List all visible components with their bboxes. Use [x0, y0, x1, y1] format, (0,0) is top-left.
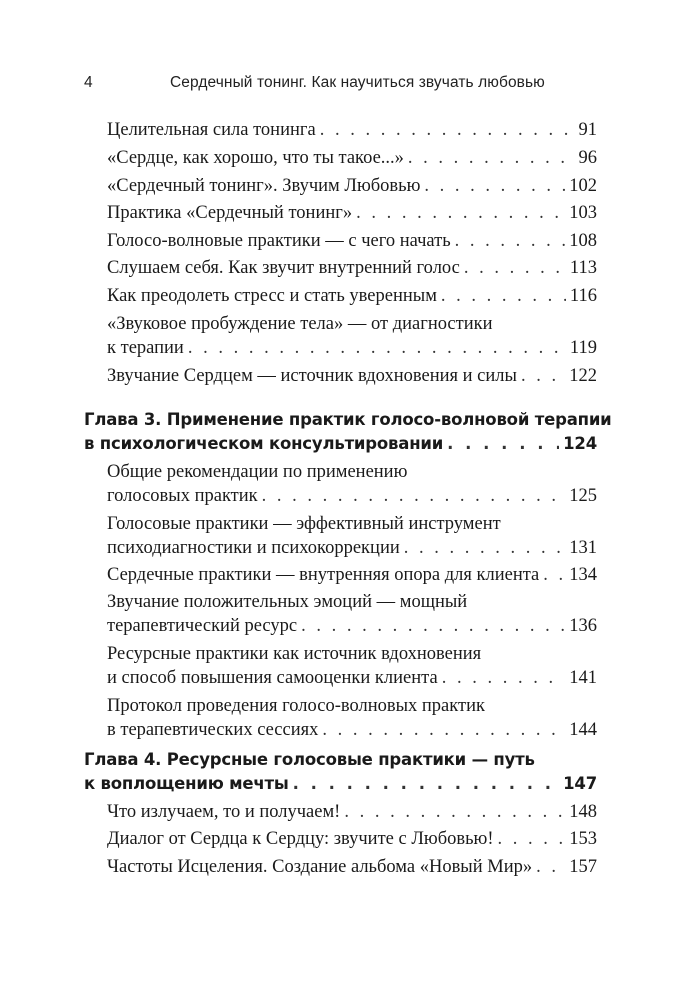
toc-leader-dots: [536, 855, 565, 879]
toc-entry-page: 91: [578, 120, 597, 140]
chapter-heading-page: 147: [563, 774, 597, 793]
toc-entry[interactable]: [107, 827, 597, 851]
toc-entry[interactable]: [107, 284, 597, 308]
toc-entry[interactable]: [107, 229, 597, 253]
toc-leader-dots: [424, 174, 565, 198]
toc-entry-page: 116: [569, 286, 597, 306]
chapter-heading[interactable]: [84, 772, 597, 796]
toc-leader-dots: [293, 772, 560, 796]
toc-leader-dots: [344, 800, 565, 824]
toc-entry-page: 131: [569, 538, 597, 558]
chapter-heading-line1[interactable]: Глава 4. Ресурсные голосовые практики — путь: [84, 750, 535, 769]
toc-entry-line1[interactable]: Ресурсные практики как источник вдохновения: [107, 644, 482, 664]
toc-entry-page: 148: [569, 802, 597, 822]
chapter-heading-title: к воплощению мечты: [84, 774, 289, 793]
toc-entry[interactable]: [107, 174, 597, 198]
toc-entry[interactable]: [107, 666, 597, 690]
toc-entry-title: «Сердце, как хорошо, что ты такое...»: [107, 148, 404, 168]
toc-entry[interactable]: [107, 718, 597, 742]
toc-entry-page: 113: [569, 258, 597, 278]
running-title: Сердечный тонинг. Как научиться звучать любовью: [170, 74, 545, 91]
toc-entry[interactable]: [107, 201, 597, 225]
toc-entry[interactable]: [107, 364, 597, 388]
toc-entry-line1[interactable]: «Звуковое пробуждение тела» — от диагностики: [107, 314, 493, 334]
toc-entry-title: Как преодолеть стресс и стать уверенным: [107, 286, 437, 306]
toc-entry-title: Сердечные практики — внутренняя опора для клиента: [107, 565, 540, 585]
toc-entry-title: Частоты Исцеления. Создание альбома «Новый Мир»: [107, 857, 533, 877]
toc-leader-dots: [408, 146, 575, 170]
toc-leader-dots: [320, 118, 575, 142]
toc-leader-dots: [498, 827, 566, 851]
toc-entry-line1[interactable]: Голосовые практики — эффективный инструмент: [107, 514, 501, 534]
chapter-heading-page: 124: [563, 434, 597, 453]
toc-leader-dots: [543, 563, 565, 587]
toc-entry[interactable]: [107, 614, 597, 638]
toc-entry[interactable]: [107, 336, 597, 360]
toc-entry-page: 157: [569, 857, 597, 877]
toc-entry-title: терапевтический ресурс: [107, 616, 298, 636]
toc-leader-dots: [188, 336, 566, 360]
toc-entry-page: 125: [569, 486, 597, 506]
toc-entry[interactable]: [107, 855, 597, 879]
toc-entry-title: в терапевтических сессиях: [107, 720, 319, 740]
toc-entry-title: Практика «Сердечный тонинг»: [107, 203, 353, 223]
toc-entry-title: к терапии: [107, 338, 184, 358]
toc-leader-dots: [356, 201, 565, 225]
chapter-heading-title: в психологическом консультировании: [84, 434, 444, 453]
toc-entry-title: Целительная сила тонинга: [107, 120, 316, 140]
toc-entry-title: психодиагностики и психокоррекции: [107, 538, 400, 558]
toc-entry[interactable]: [107, 536, 597, 560]
toc-entry-page: 122: [569, 366, 597, 386]
toc-entry-page: 108: [569, 231, 597, 251]
toc-entry-line1[interactable]: Звучание положительных эмоций — мощный: [107, 592, 468, 612]
toc-leader-dots: [262, 484, 566, 508]
toc-entry-page: 153: [569, 829, 597, 849]
toc-entry-page: 96: [578, 148, 597, 168]
toc-leader-dots: [442, 666, 566, 690]
toc-leader-dots: [322, 718, 565, 742]
toc-entry-title: голосовых практик: [107, 486, 258, 506]
toc-entry-page: 141: [569, 668, 597, 688]
toc-entry-title: и способ повышения самооценки клиента: [107, 668, 438, 688]
toc-entry-line1[interactable]: Протокол проведения голосо-волновых практик: [107, 696, 485, 716]
toc-entry-title: Диалог от Сердца к Сердцу: звучите с Любовью!: [107, 829, 494, 849]
toc-entry[interactable]: [107, 256, 597, 280]
toc-leader-dots: [447, 432, 559, 456]
toc-leader-dots: [455, 229, 566, 253]
chapter-heading[interactable]: [84, 432, 597, 456]
toc-entry[interactable]: [107, 146, 597, 170]
toc-entry-title: Звучание Сердцем — источник вдохновения и силы: [107, 366, 517, 386]
toc-entry-page: 119: [569, 338, 597, 358]
toc-entry-line1[interactable]: Общие рекомендации по применению: [107, 462, 408, 482]
chapter-heading-line1[interactable]: Глава 3. Применение практик голосо-волновой терапии: [84, 410, 612, 429]
toc-entry[interactable]: [107, 484, 597, 508]
page-number: 4: [84, 74, 93, 91]
toc-entry-title: Что излучаем, то и получаем!: [107, 802, 341, 822]
toc-leader-dots: [301, 614, 565, 638]
toc-entry-title: Голосо-волновые практики — с чего начать: [107, 231, 451, 251]
toc-entry-title: Слушаем себя. Как звучит внутренний голос: [107, 258, 460, 278]
toc-entry-title: «Сердечный тонинг». Звучим Любовью: [107, 176, 421, 196]
toc-entry-page: 136: [569, 616, 597, 636]
toc-leader-dots: [464, 256, 566, 280]
toc-entry-page: 134: [569, 565, 597, 585]
toc-leader-dots: [404, 536, 566, 560]
toc-entry[interactable]: [107, 563, 597, 587]
toc-entry-page: 144: [569, 720, 597, 740]
toc-entry[interactable]: [107, 118, 597, 142]
toc-entry[interactable]: [107, 800, 597, 824]
toc-leader-dots: [521, 364, 565, 388]
toc-leader-dots: [441, 284, 566, 308]
toc-entry-page: 102: [569, 176, 597, 196]
toc-entry-page: 103: [569, 203, 597, 223]
